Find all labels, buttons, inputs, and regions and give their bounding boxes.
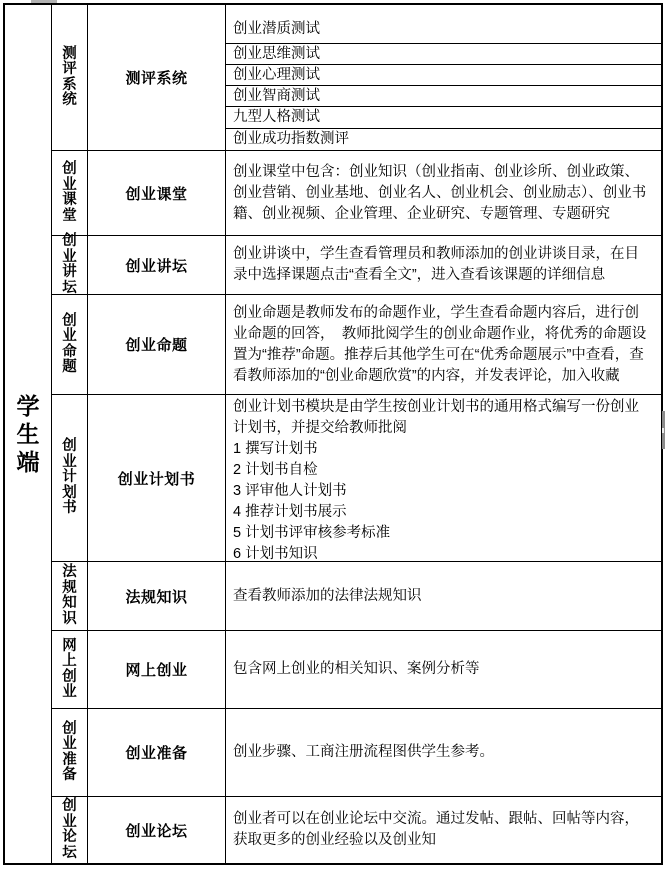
online-label: 网上创业 bbox=[125, 662, 188, 679]
legal-vertical-label: 法规知识 bbox=[62, 564, 77, 627]
legal-label: 法规知识 bbox=[125, 588, 188, 606]
proposition-label: 创业命题 bbox=[125, 337, 188, 354]
section-online-startup bbox=[52, 631, 661, 709]
list-item: 创业成功指数测评 bbox=[233, 131, 349, 147]
section-startup-bbs bbox=[52, 797, 661, 863]
list-item: 2 计划书自检 bbox=[233, 462, 318, 478]
legal-vertical-label-cell bbox=[52, 562, 88, 630]
list-item: 1 撰写计划书 bbox=[233, 441, 318, 457]
plan-vertical-label: 创业计划书 bbox=[62, 438, 77, 517]
section-startup-proposition bbox=[52, 295, 661, 395]
row-header-cell bbox=[5, 5, 52, 863]
online-vertical-label-cell bbox=[52, 631, 88, 708]
proposition-vertical-label-cell bbox=[52, 295, 88, 394]
legal-description: 查看教师添加的法律法规知识 bbox=[233, 587, 422, 604]
list-item: 3 评审他人计划书 bbox=[233, 483, 347, 499]
section-startup-preparation bbox=[52, 709, 661, 797]
lecture-vertical-label-cell bbox=[52, 233, 88, 296]
section-startup-classroom bbox=[52, 151, 661, 236]
preparation-description-cell bbox=[226, 709, 661, 796]
section-startup-forum-lecture bbox=[52, 233, 661, 296]
section-business-plan bbox=[52, 395, 661, 562]
list-item: 创业思维测试 bbox=[226, 44, 661, 65]
list-item: 九型人格测试 bbox=[226, 107, 661, 129]
preparation-label-cell bbox=[88, 709, 226, 796]
bbs-description-cell bbox=[226, 797, 661, 863]
lecture-vertical-label: 创业讲坛 bbox=[62, 233, 77, 296]
classroom-label-cell bbox=[88, 151, 226, 235]
online-description-cell bbox=[226, 631, 661, 708]
preparation-vertical-label-cell bbox=[52, 709, 88, 796]
list-item: 6 计划书知识 bbox=[233, 546, 318, 562]
classroom-label: 创业课堂 bbox=[125, 185, 188, 203]
proposition-description-cell bbox=[226, 295, 661, 394]
plan-description-cell bbox=[226, 395, 661, 561]
lecture-label: 创业讲坛 bbox=[125, 257, 188, 275]
row-header-label: 学生端 bbox=[16, 393, 40, 475]
bbs-label-cell bbox=[88, 797, 226, 863]
scrollbar-thumb-notch bbox=[662, 428, 664, 433]
list-item: 5 计划书评审核参考标准 bbox=[233, 525, 391, 541]
classroom-vertical-label-cell bbox=[52, 151, 88, 235]
plan-description: 创业计划书模块是由学生按创业计划书的通用格式编写一份创业计划书，并提交给教师批阅 bbox=[233, 399, 639, 436]
plan-steps-list bbox=[233, 439, 653, 565]
assessment-items-cell bbox=[226, 5, 661, 150]
preparation-description: 创业步骤、工商注册流程图供学生参考。 bbox=[233, 744, 494, 760]
bbs-label: 创业论坛 bbox=[125, 822, 188, 840]
classroom-description-cell bbox=[226, 151, 661, 235]
section-assessment-system bbox=[52, 5, 661, 151]
plan-label-cell bbox=[88, 395, 226, 561]
lecture-description: 创业讲谈中，学生查看管理员和教师添加的创业讲谈目录，在目录中选择课题点击“查看全文”，进入查看该课题的详细信息 bbox=[233, 246, 639, 283]
student-module-table bbox=[3, 3, 663, 865]
bbs-vertical-label: 创业论坛 bbox=[62, 798, 77, 861]
plan-vertical-label-cell bbox=[52, 395, 88, 561]
assessment-item-list bbox=[226, 5, 661, 150]
lecture-label-cell bbox=[88, 236, 226, 294]
classroom-description: 创业课堂中包含：创业知识（创业指南、创业诊所、创业政策、创业营销、创业基地、创业名人、创业机会、创业励志）、创业书籍、创业视频、企业管理、企业研究、专题管理、专题研究 bbox=[233, 163, 647, 222]
proposition-vertical-label: 创业命题 bbox=[62, 312, 77, 375]
list-item: 创业心理测试 bbox=[226, 65, 661, 86]
bbs-vertical-label-cell bbox=[52, 797, 88, 863]
plan-label: 创业计划书 bbox=[117, 470, 196, 488]
section-legal-knowledge bbox=[52, 562, 661, 631]
assessment-vertical-label: 测评系统 bbox=[62, 45, 77, 108]
list-item: 创业潜质测试 bbox=[226, 5, 661, 44]
bbs-description: 创业者可以在创业论坛中交流。通过发帖、跟帖、回帖等内容，获取更多的创业经验以及创业知 bbox=[233, 811, 639, 848]
legal-label-cell bbox=[88, 562, 226, 630]
list-item: 4 推荐计划书展示 bbox=[233, 504, 347, 520]
assessment-label-cell bbox=[88, 5, 226, 150]
classroom-vertical-label: 创业课堂 bbox=[62, 161, 77, 224]
online-label-cell bbox=[88, 631, 226, 708]
lecture-description-cell bbox=[226, 236, 661, 294]
assessment-vertical-label-cell bbox=[52, 5, 88, 150]
online-description: 包含网上创业的相关知识、案例分析等 bbox=[233, 661, 480, 677]
preparation-vertical-label: 创业准备 bbox=[62, 720, 77, 783]
proposition-description: 创业命题是教师发布的命题作业，学生查看命题内容后，进行创业命题的回答， 教师批阅学生的创业命题作业，将优秀的命题设置为“推荐”命题。推荐后其他学生可在“优秀命题展示”中查看，查看教师添加的“创业命题欣赏”的内容，并发表评论，加入收藏 bbox=[233, 304, 647, 384]
proposition-label-cell bbox=[88, 295, 226, 394]
list-item: 创业智商测试 bbox=[226, 86, 661, 107]
legal-description-cell bbox=[226, 562, 661, 630]
online-vertical-label: 网上创业 bbox=[62, 637, 77, 700]
preparation-label: 创业准备 bbox=[125, 745, 188, 762]
table-sections bbox=[52, 5, 661, 863]
assessment-label: 测评系统 bbox=[125, 70, 188, 87]
